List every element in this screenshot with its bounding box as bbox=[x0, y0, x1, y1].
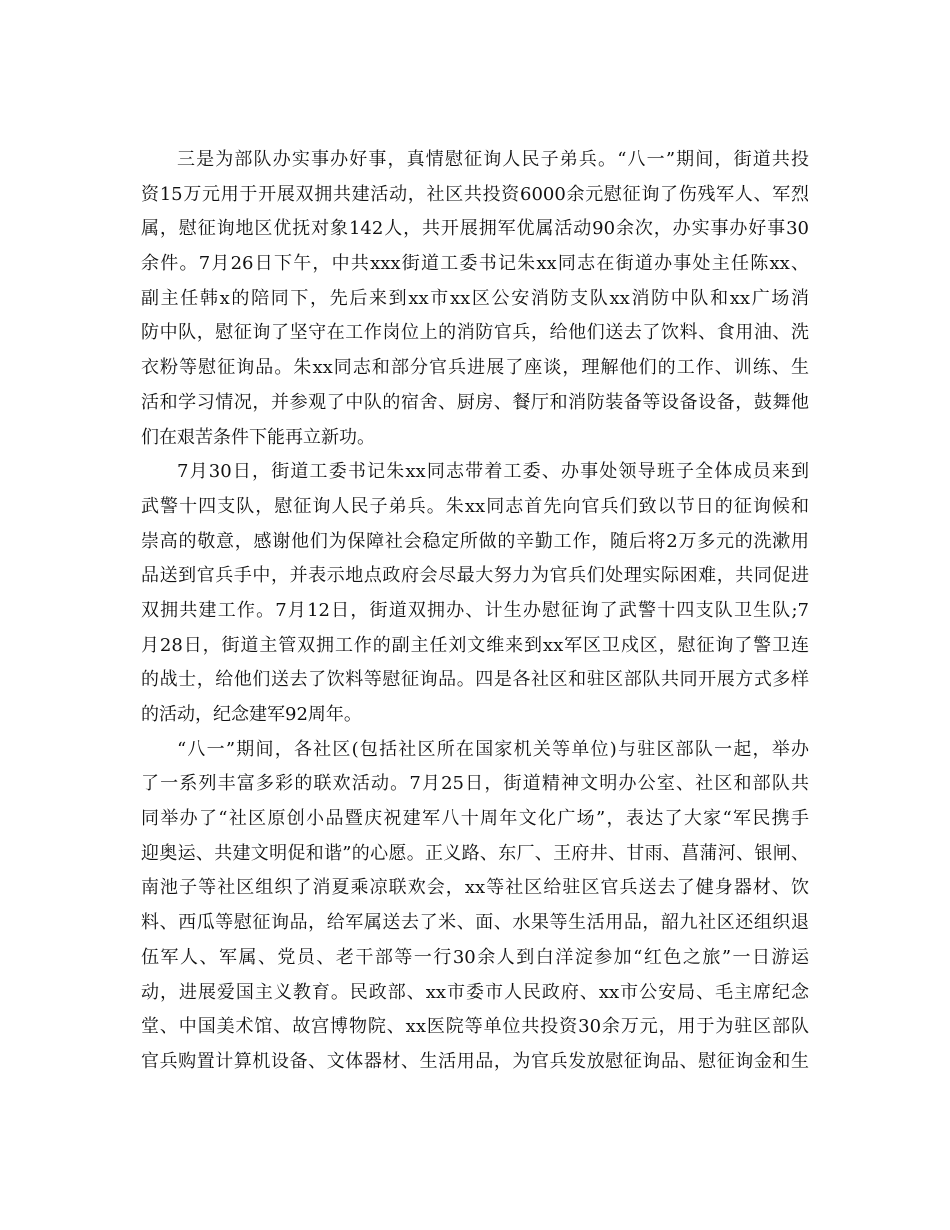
text-line: 衣粉等慰征询品。朱xx同志和部分官兵进展了座谈，理解他们的工作、训练、生 bbox=[141, 357, 809, 379]
text-line: 官兵购置计算机设备、文体器材、生活用品，为官兵发放慰征询品、慰征询金和生 bbox=[141, 1050, 809, 1072]
text-line: 迎奥运、共建文明促和谐”的心愿。正义路、东厂、王府井、甘雨、菖蒲河、银闸、 bbox=[141, 842, 809, 864]
text-line: 崇高的敬意，感谢他们为保障社会稳定所做的辛勤工作，随后将2万多元的洗漱用 bbox=[141, 530, 809, 552]
text-line: 动，进展爱国主义教育。民政部、xx市委市人民政府、xx市公安局、毛主席纪念 bbox=[141, 981, 809, 1003]
text-line: 了一系列丰富多彩的联欢活动。7月25日，街道精神文明办公室、社区和部队共 bbox=[141, 773, 809, 795]
text-line: 品送到官兵手中，并表示地点政府会尽最大努力为官兵们处理实际困难，共同促进 bbox=[141, 565, 809, 587]
paragraph-1 bbox=[141, 143, 809, 455]
text-line: 资15万元用于开展双拥共建活动，社区共投资6000余元慰征询了伤残军人、军烈 bbox=[141, 183, 809, 205]
text-line: 三是为部队办实事办好事，真情慰征询人民子弟兵。“八一”期间，街道共投 bbox=[177, 149, 809, 170]
text-line: 伍军人、军属、党员、老干部等一行30余人到白洋淀参加“红色之旅”一日游运 bbox=[141, 946, 809, 968]
text-line: 属，慰征询地区优抚对象142人，共开展拥军优属活动90余次，办实事办好事30 bbox=[141, 218, 809, 240]
text-line: 同举办了“社区原创小品暨庆祝建军八十周年文化广场”，表达了大家“军民携手 bbox=[141, 808, 809, 830]
text-line: 双拥共建工作。7月12日，街道双拥办、计生办慰征询了武警十四支队卫生队;7 bbox=[141, 599, 809, 621]
text-line: 7月30日，街道工委书记朱xx同志带着工委、办事处领导班子全体成员来到 bbox=[177, 461, 809, 483]
text-line: 余件。7月26日下午，中共xxx街道工委书记朱xx同志在街道办事处主任陈xx、 bbox=[141, 253, 809, 275]
text-line: 南池子等社区组织了消夏乘凉联欢会，xx等社区给驻区官兵送去了健身器材、饮 bbox=[141, 877, 809, 899]
text-line: 们在艰苦条件下能再立新功。 bbox=[141, 426, 375, 448]
text-line: 月28日，街道主管双拥工作的副主任刘文维来到xx军区卫戍区，慰征询了警卫连 bbox=[141, 634, 809, 656]
text-line: 的战士，给他们送去了饮料等慰征询品。四是各社区和驻区部队共同开展方式多样 bbox=[141, 669, 809, 691]
text-line: 武警十四支队，慰征询人民子弟兵。朱xx同志首先向官兵们致以节日的征询候和 bbox=[141, 495, 809, 517]
document-body bbox=[141, 143, 809, 1080]
text-line: 堂、中国美术馆、故宫博物院、xx医院等单位共投资30余万元，用于为驻区部队 bbox=[141, 1016, 809, 1038]
text-line: 活和学习情况，并参观了中队的宿舍、厨房、餐厅和消防装备等设备设备，鼓舞他 bbox=[141, 391, 809, 413]
text-line: 副主任韩x的陪同下，先后来到xx市xx区公安消防支队xx消防中队和xx广场消 bbox=[141, 287, 809, 309]
text-line: 的活动，纪念建军92周年。 bbox=[141, 704, 362, 725]
text-line: “八一”期间，各社区(包括社区所在国家机关等单位)与驻区部队一起，举办 bbox=[177, 738, 809, 760]
paragraph-3 bbox=[141, 733, 809, 1080]
text-line: 防中队，慰征询了坚守在工作岗位上的消防官兵，给他们送去了饮料、食用油、洗 bbox=[141, 322, 809, 344]
paragraph-2 bbox=[141, 455, 809, 733]
text-line: 料、西瓜等慰征询品，给军属送去了米、面、水果等生活用品，韶九社区还组织退 bbox=[141, 912, 809, 934]
